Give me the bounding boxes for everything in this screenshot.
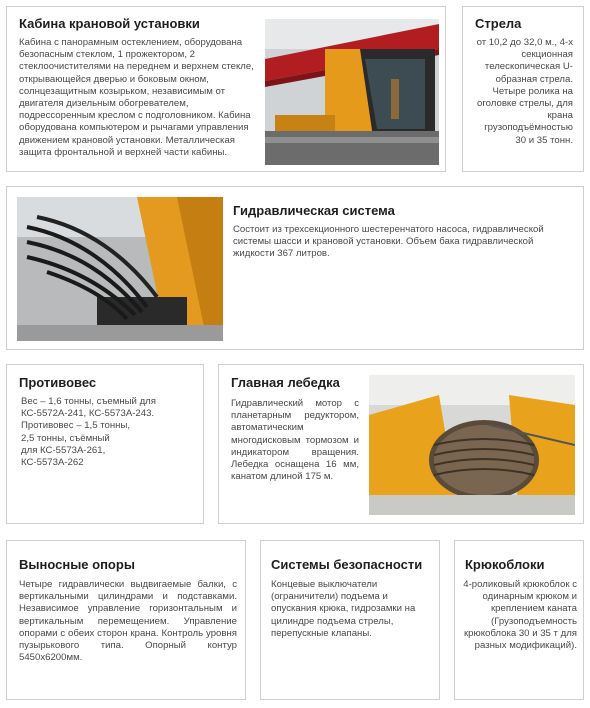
hooks-description: 4-роликовый крюкоблок с одинарным крюком и креплением каната (Грузоподъемность крюкоблока 30 и 35 т для разных модификаций). — [463, 579, 577, 652]
outriggers-title: Выносные опоры — [19, 557, 135, 572]
boom-description: от 10,2 до 32,0 м., 4-х секционная телескопическая U-образная стрела. Четыре ролика на оголовке стрелы, для крана грузоподъёмностью 30 и 35 тонн. — [476, 37, 573, 146]
hydraulic-section — [6, 186, 584, 350]
safety-section — [260, 540, 440, 700]
counterweight-line: КС-5573А-262 — [21, 457, 84, 469]
counterweight-line: для КС-5573А-261, — [21, 444, 106, 456]
counterweight-description — [21, 396, 199, 469]
cabin-title: Кабина крановой установки — [19, 16, 200, 31]
outriggers-section — [6, 540, 246, 700]
boom-title: Стрела — [475, 16, 522, 31]
cabin-photo — [265, 19, 439, 165]
safety-title: Системы безопасности — [271, 557, 423, 572]
winch-description: Гидравлический мотор с планетарным редуктором, автоматическим многодисковым тормозом и индикатором вращения. Лебедка оснащена 16 мм, канатом длиной 175 м. — [231, 398, 359, 483]
counterweight-line: КС-5572А-241, КС-5573А-243. — [21, 408, 155, 420]
hydraulic-title: Гидравлическая система — [233, 203, 395, 218]
counterweight-line: Вес – 1,6 тонны, съемный для — [21, 396, 156, 407]
counterweight-line: 2,5 тонны, съёмный — [21, 432, 110, 444]
boom-section — [462, 6, 584, 172]
hydraulic-photo — [17, 197, 223, 341]
winch-photo — [369, 375, 575, 515]
hooks-title: Крюкоблоки — [465, 557, 545, 572]
cabin-description: Кабина с панорамным остеклением, оборудована безопасным стеклом, 1 прожектором, 2 стеклоочистителями на переднем и верхнем стекле, открывающейся дверью и боковым окном, солнцезащитным козырьком, независимым от двигателя дизельным обогревателем, подрессоренным креслом с подголовником. Кабина оборудована компьютером и рычагами управления движением крановой установки. Металлическая защита фронтальной и верхней части кабины. — [19, 37, 254, 158]
cabin-section — [6, 6, 446, 172]
hydraulic-description: Состоит из трехсекционного шестеренчатого насоса, гидравлической системы шасси и крановой установки. Объем бака гидравлической жидкости 367 литров. — [233, 224, 544, 260]
hooks-section — [454, 540, 584, 700]
safety-description: Концевые выключатели (ограничители) подъема и опускания крюка, гидрозамки на цилиндре подъема стрелы, перепускные клапаны. — [271, 579, 416, 639]
counterweight-section — [6, 364, 204, 524]
counterweight-line: Противовес – 1,5 тонны, — [21, 420, 131, 432]
winch-title: Главная лебедка — [231, 375, 340, 390]
outriggers-description: Четыре гидравлически выдвигаемые балки, с вертикальными цилиндрами и подставками. Независимое управление горизонтальным и вертикальным перемещением. Управление опорами с обеих сторон крана. Контроль уровня пузырькового типа. Опорный контур 5450х6200мм. — [19, 579, 237, 664]
winch-section — [218, 364, 584, 524]
counterweight-title: Противовес — [19, 375, 97, 390]
